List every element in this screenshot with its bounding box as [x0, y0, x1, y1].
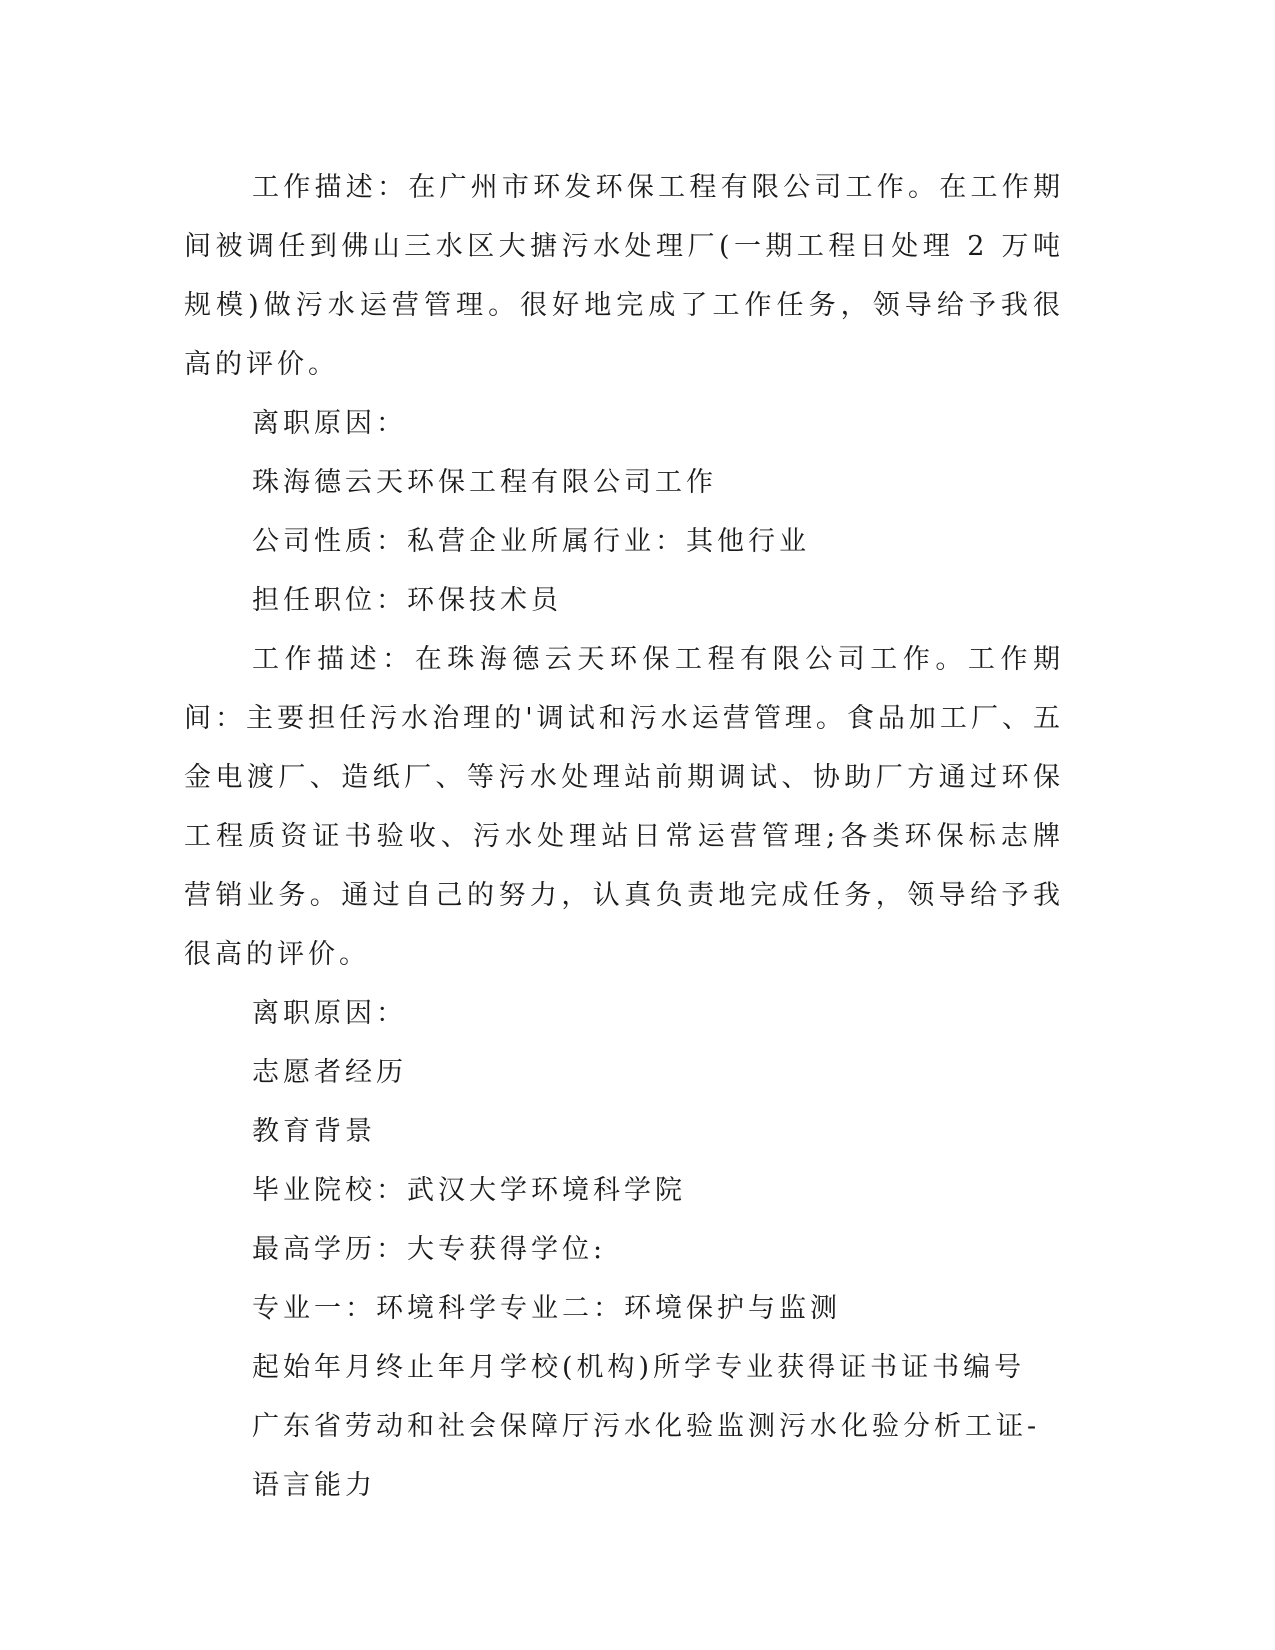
paragraph-leaving-reason: 离职原因： [252, 408, 407, 439]
paragraph-education-heading: 教育背景 [252, 1116, 376, 1147]
paragraph-graduated-school: 毕业院校：武汉大学环境科学院 [252, 1175, 686, 1206]
document-body [184, 158, 1064, 1515]
paragraph-majors: 专业一：环境科学专业二：环境保护与监测 [252, 1293, 841, 1324]
paragraph-leaving-reason-2: 离职原因： [252, 998, 407, 1029]
paragraph-position: 担任职位：环保技术员 [252, 585, 562, 616]
paragraph-highest-degree: 最高学历：大专获得学位: [252, 1234, 607, 1265]
paragraph-company-name: 珠海德云天环保工程有限公司工作 [252, 467, 717, 498]
paragraph-certificate-columns: 起始年月终止年月学校(机构)所学专业获得证书证书编号 [252, 1352, 1026, 1383]
paragraph-language-heading: 语言能力 [252, 1470, 376, 1501]
paragraph-work-description-zhuhai: 工作描述：在珠海德云天环保工程有限公司工作。工作期间：主要担任污水治理的'调试和污水运营管理。食品加工厂、五金电渡厂、造纸厂、等污水处理站前期调试、协助厂方通过环保工程质资证书验收、污水处理站日常运营管理;各类环保标志牌营销业务。通过自己的努力，认真负责地完成任务，领导给予我很高的评价。 [184, 644, 1064, 970]
paragraph-work-description-guangzhou: 工作描述：在广州市环发环保工程有限公司工作。在工作期间被调任到佛山三水区大搪污水处理厂(一期工程日处理 2 万吨规模)做污水运营管理。很好地完成了工作任务，领导给予我很高的评价。 [184, 172, 1064, 380]
paragraph-volunteer-heading: 志愿者经历 [252, 1057, 407, 1088]
paragraph-company-type: 公司性质：私营企业所属行业：其他行业 [252, 526, 810, 557]
paragraph-certificate-entry: 广东省劳动和社会保障厅污水化验监测污水化验分析工证- [252, 1411, 1041, 1442]
